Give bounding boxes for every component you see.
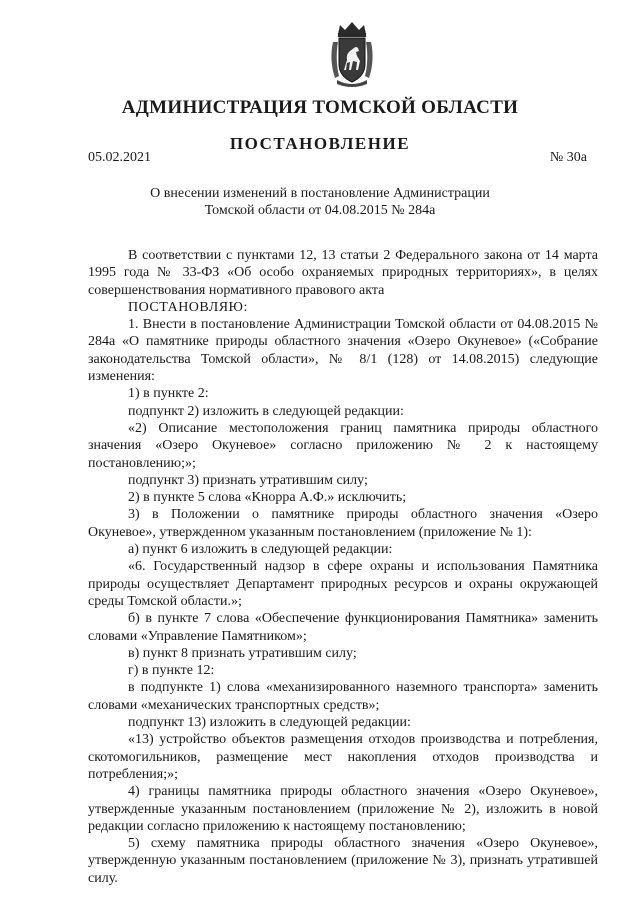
body-paragraph: 4) границы памятника природы областного значения «Озеро Окуневое», утвержденные указанным постановлением (приложение № 2), изложить в новой редакции согласно приложению к настоящему постановлению; [88, 784, 598, 834]
document-subject [0, 185, 640, 219]
body-paragraph: г) в пункте 12: [128, 663, 215, 679]
body-paragraph: 2) в пункте 5 слова «Кнорра А.Ф.» исключить; [128, 490, 407, 506]
body-paragraph: «6. Государственный надзор в сфере охраны и использования Памятника природы осуществляет Департамент природных ресурсов и охраны окружающей среды Томской области.»; [88, 559, 598, 609]
document-date: 05.02.2021 [88, 150, 151, 165]
body-paragraph: 1. Внести в постановление Администрации Томской области от 04.08.2015 № 284а «О памятнике природы областного значения «Озеро Окуневое» («Собрание законодательства Томской области», № 8/1 (128) от 14.08.2015) следующие изменения: [88, 317, 598, 385]
document-body [88, 247, 598, 887]
document-number: № 30а [549, 150, 587, 165]
body-paragraph: 1) в пункте 2: [128, 386, 209, 402]
body-paragraph: «13) устройство объектов размещения отходов производства и потребления, скотомогильников, размещение мест накопления отходов производства и потребления;»; [88, 732, 598, 782]
body-paragraph: 3) в Положении о памятнике природы областного значения «Озеро Окуневое», утвержденном указанным постановлением (приложение № 1): [88, 507, 598, 540]
body-paragraph: подпункт 2) изложить в следующей редакции: [128, 403, 404, 419]
preamble-paragraph: В соответствии с пунктами 12, 13 статьи 2 Федерального закона от 14 марта 1995 года № 33-ФЗ «Об особо охраняемых природных территориях», в целях совершенствования нормативного правового акта [88, 248, 598, 298]
subject-line: Томской области от 04.08.2015 № 284а [204, 203, 436, 218]
subject-line: О внесении изменений в постановление Администрации [150, 186, 490, 201]
body-paragraph: подпункт 3) признать утратившим силу; [128, 472, 368, 488]
organization-title: АДМИНИСТРАЦИЯ ТОМСКОЙ ОБЛАСТИ [121, 97, 519, 118]
decree-word: ПОСТАНОВЛЯЮ: [128, 299, 248, 315]
body-paragraph: 5) схему памятника природы областного значения «Озеро Окуневое», утвержденную указанным постановлением (приложение № 3), признать утратившей силу. [88, 836, 598, 886]
body-paragraph: «2) Описание местоположения границ памятника природы областного значения «Озеро Окуневое» согласно приложению № 2 к настоящему постановлению;»; [88, 420, 598, 471]
document-type: ПОСТАНОВЛЕНИЕ [229, 134, 411, 153]
tomsk-region-coat-of-arms-icon [327, 20, 377, 90]
body-paragraph: в подпункте 1) слова «механизированного наземного транспорта» заменить словами «механических транспортных средств»; [88, 680, 598, 713]
body-paragraph: а) пункт 6 изложить в следующей редакции: [128, 542, 393, 558]
body-paragraph: в) пункт 8 признать утратившим силу; [128, 645, 357, 661]
body-paragraph: б) в пункте 7 слова «Обеспечение функционирования Памятника» заменить словами «Управление Памятником»; [88, 611, 598, 644]
body-paragraph: подпункт 13) изложить в следующей редакции: [128, 715, 411, 731]
